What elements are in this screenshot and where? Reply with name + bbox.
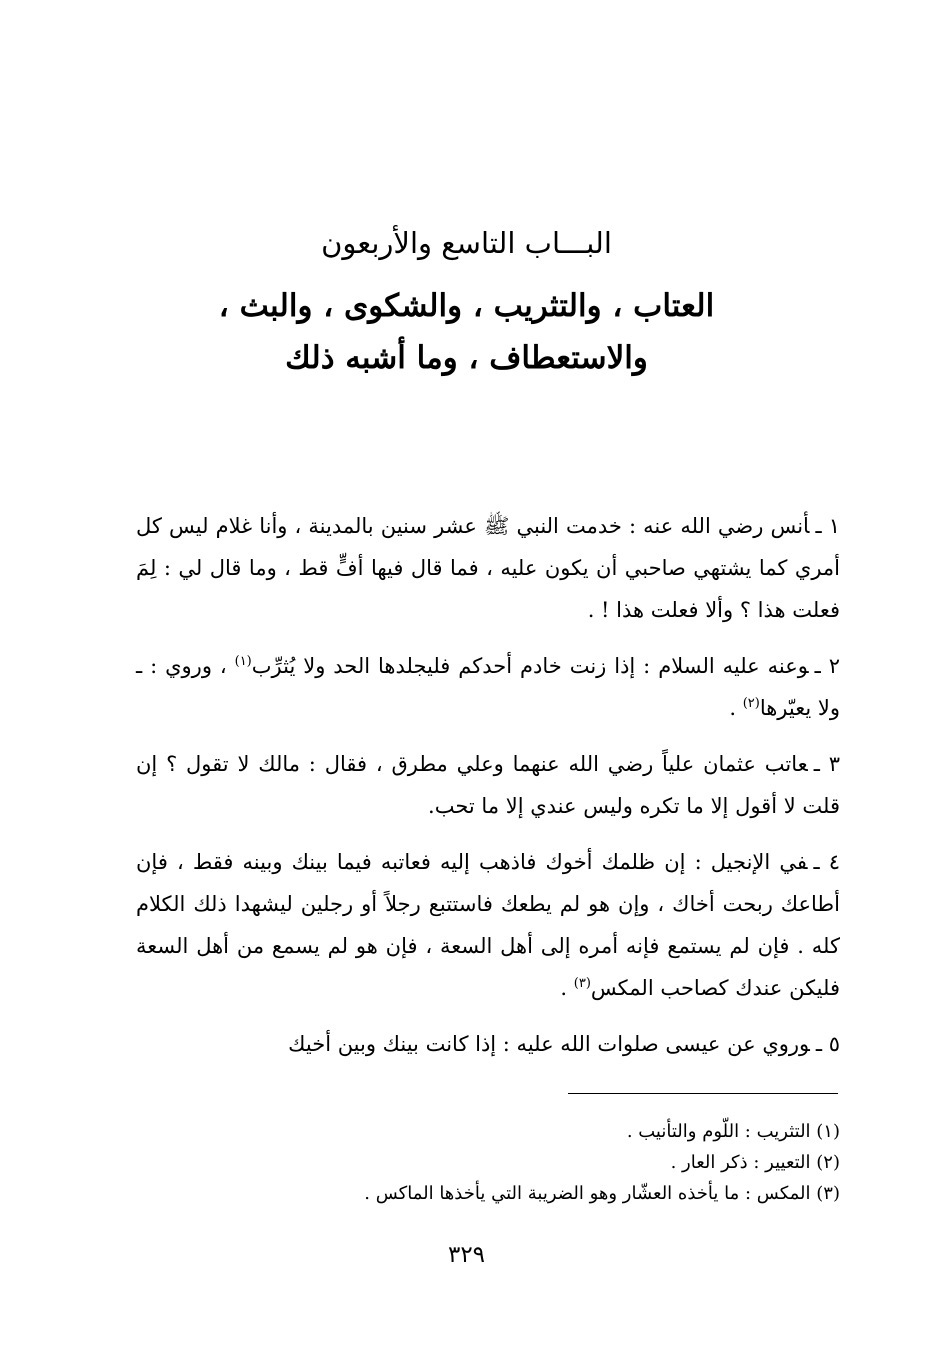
footnote-ref-3[interactable]: (٣) <box>573 976 591 991</box>
entry-3 <box>136 743 840 827</box>
footnote-ref-1[interactable]: (١) <box>234 654 252 669</box>
chapter-heading: البـــاب التاسع والأربعون <box>321 226 612 260</box>
entry-2 <box>136 645 840 729</box>
footnote-3: (٣) المكس : ما يأخذه العشّار وهو الضريبة التي يأخذها الماكس . <box>364 1183 840 1204</box>
chapter-title <box>140 280 793 384</box>
entry-number: ١ ـ <box>815 514 840 538</box>
entry-text: وعنه عليه السلام : إذا زنت خادم أحدكم فليجلدها الحد ولا يُثرِّب <box>251 654 809 678</box>
footnotes <box>200 1116 840 1209</box>
body-text <box>136 505 840 1079</box>
entry-number: ٥ ـ <box>815 1032 840 1056</box>
entry-number: ٢ ـ <box>814 654 840 678</box>
entry-text: ، وروي : ـ ولا يعيّرها <box>136 654 840 720</box>
entry-number: ٣ ـ <box>813 752 841 776</box>
entry-text: . <box>729 696 736 720</box>
footnote-2: (٢) التعيير : ذكر العار . <box>670 1152 840 1173</box>
entry-text: أنس رضي الله عنه : خدمت النبي ﷺ عشر سنين بالمدينة ، وأنا غلام ليس كل أمري كما يشتهي صاحبي أن يكون عليه ، فما قال فيها أفٍّ قط ، وما قال لي : لِمَ فعلت هذا ؟ وألا فعلت هذا ! . <box>136 514 840 622</box>
chapter-title-line-2: والاستعطاف ، وما أشبه ذلك <box>285 340 648 376</box>
entry-text: عاتب عثمان علياً رضي الله عنهما وعلي مطرق ، فقال : مالك لا تقول ؟ إن قلت لا أقول إلا ما تكره وليس عندي إلا ما تحب. <box>136 752 840 818</box>
entry-1 <box>136 505 840 631</box>
entry-text: في الإنجيل : إن ظلمك أخوك فاذهب إليه فعاتبه فيما بينك وبينه فقط ، فإن أطاعك ربحت أخاك ، وإن هو لم يطعك فاستتبع رجلاً أو رجلين ليشهدا ذلك الكلام كله . فإن لم يستمع فإنه أمره إلى أهل السعة ، فإن هو لم يسمع من أهل السعة فليكن عندك كصاحب المكس <box>136 850 840 1000</box>
footnote-1: (١) التثريب : اللّوم والتأنيب . <box>626 1121 840 1142</box>
page-number: ٣٢٩ <box>447 1242 486 1268</box>
footnote-ref-2[interactable]: (٢) <box>742 696 760 711</box>
chapter-title-line-1: العتاب ، والتثريب ، والشكوى ، والبث ، <box>218 288 715 324</box>
entry-number: ٤ ـ <box>813 850 840 874</box>
entry-5 <box>136 1023 840 1065</box>
entry-text: وروي عن عيسى صلوات الله عليه : إذا كانت بينك وبين أخيك <box>288 1032 810 1056</box>
entry-4 <box>136 841 840 1009</box>
footnote-divider <box>568 1093 838 1094</box>
entry-text: . <box>560 976 568 1000</box>
